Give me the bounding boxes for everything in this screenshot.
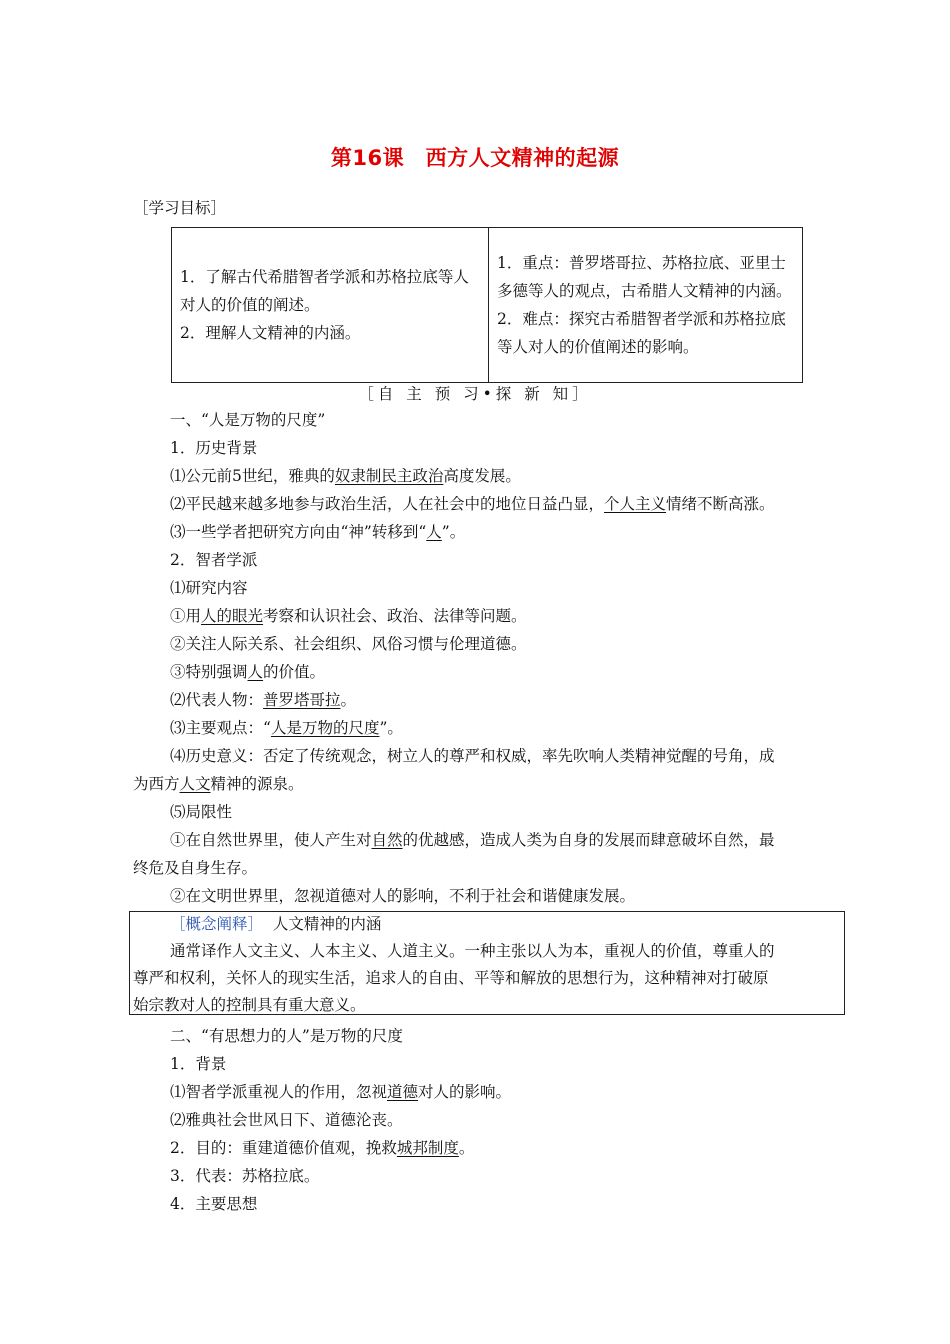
limitation-title: ⑸局限性 xyxy=(170,803,233,821)
bg-item-1: ⑴公元前5世纪，雅典的奴隶制民主政治高度发展。 xyxy=(170,467,521,485)
blank-answer: 城邦制度 xyxy=(396,1139,459,1157)
research-title: ⑴研究内容 xyxy=(170,579,248,597)
blank-answer: 自然 xyxy=(371,831,403,849)
s2-bg-item-1: ⑴智者学派重视人的作用，忽视道德对人的影响。 xyxy=(170,1083,512,1101)
limitation-item-2: ②在文明世界里，忽视道德对人的影响，不利于社会和谐健康发展。 xyxy=(170,887,636,905)
s2-bg-item-2: ⑵雅典社会世风日下、道德沦丧。 xyxy=(170,1111,403,1129)
goal-right-1: 1．重点：普罗塔哥拉、苏格拉底、亚里士多德等人的观点，古希腊人文精神的内涵。 xyxy=(497,254,792,300)
concept-label: ［概念阐释］ xyxy=(170,915,264,933)
blank-answer: 个人主义 xyxy=(604,495,667,513)
s2-bg-title: 1．背景 xyxy=(170,1055,227,1073)
concept-line-2: 尊严和权利，关怀人的现实生活，追求人的自由、平等和解放的思想行为，这种精神对打破原 xyxy=(133,969,769,987)
research-item-1: ①用人的眼光考察和认识社会、政治、法律等问题。 xyxy=(170,607,527,625)
concept-header xyxy=(170,914,381,934)
significance-line-1: ⑷历史意义：否定了传统观念，树立人的尊严和权威，率先吹响人类精神觉醒的号角，成 xyxy=(170,747,775,765)
goals-left-cell xyxy=(172,228,489,383)
bg-title: 1．历史背景 xyxy=(170,439,258,457)
section1-heading: 一、“人是万物的尺度” xyxy=(170,411,326,429)
s2-main-thought: 4．主要思想 xyxy=(170,1195,258,1213)
goal-left-2: 2．理解人文精神的内涵。 xyxy=(180,324,361,342)
representative: ⑵代表人物：普罗塔哥拉。 xyxy=(170,691,357,709)
blank-answer: 普罗塔哥拉 xyxy=(263,691,341,709)
page-title: 第16课 西方人文精神的起源 xyxy=(330,146,620,170)
main-view: ⑶主要观点：“人是万物的尺度”。 xyxy=(170,719,403,737)
limitation-item-1: ①在自然世界里，使人产生对自然的优越感，造成人类为自身的发展而肆意破坏自然，最 xyxy=(170,831,775,849)
concept-line-3: 始宗教对人的控制具有重大意义。 xyxy=(133,996,366,1014)
significance-line-2: 为西方人文精神的源泉。 xyxy=(133,775,304,793)
goals-label: ［学习目标］ xyxy=(133,199,227,217)
s2-representative: 3．代表：苏格拉底。 xyxy=(170,1167,320,1185)
concept-line-1: 通常译作人文主义、人本主义、人道主义。一种主张以人为本，重视人的价值，尊重人的 xyxy=(170,942,775,960)
blank-answer: 奴隶制民主政治 xyxy=(334,467,444,485)
blank-answer: 人的眼光 xyxy=(201,607,264,625)
research-item-2: ②关注人际关系、社会组织、风俗习惯与伦理道德。 xyxy=(170,635,527,653)
s2-aim: 2．目的：重建道德价值观，挽救城邦制度。 xyxy=(170,1139,475,1157)
goals-right-cell xyxy=(489,228,803,383)
blank-answer: 人 xyxy=(247,663,264,681)
bg-item-3: ⑶一些学者把研究方向由“神”转移到“人”。 xyxy=(170,523,466,541)
sophist-title: 2．智者学派 xyxy=(170,551,258,569)
limitation-item-1-cont: 终危及自身生存。 xyxy=(133,859,258,877)
goals-table xyxy=(171,227,803,383)
blank-answer: 道德 xyxy=(387,1083,419,1101)
section-band: ［自 主 预 习•探 新 知］ xyxy=(358,385,592,403)
blank-answer: 人文 xyxy=(179,775,211,793)
goal-left-1: 1．了解古代希腊智者学派和苏格拉底等人对人的价值的阐述。 xyxy=(180,268,469,314)
section2-heading: 二、“有思想力的人”是万物的尺度 xyxy=(170,1027,403,1045)
blank-answer: 人是万物的尺度 xyxy=(270,719,380,737)
research-item-3: ③特别强调人的价值。 xyxy=(170,663,326,681)
concept-title: 人文精神的内涵 xyxy=(272,915,382,933)
bg-item-2: ⑵平民越来越多地参与政治生活，人在社会中的地位日益凸显，个人主义情绪不断高涨。 xyxy=(170,495,775,513)
goal-right-2: 2．难点：探究古希腊智者学派和苏格拉底等人对人的价值阐述的影响。 xyxy=(497,310,786,356)
blank-answer: 人 xyxy=(426,523,442,541)
